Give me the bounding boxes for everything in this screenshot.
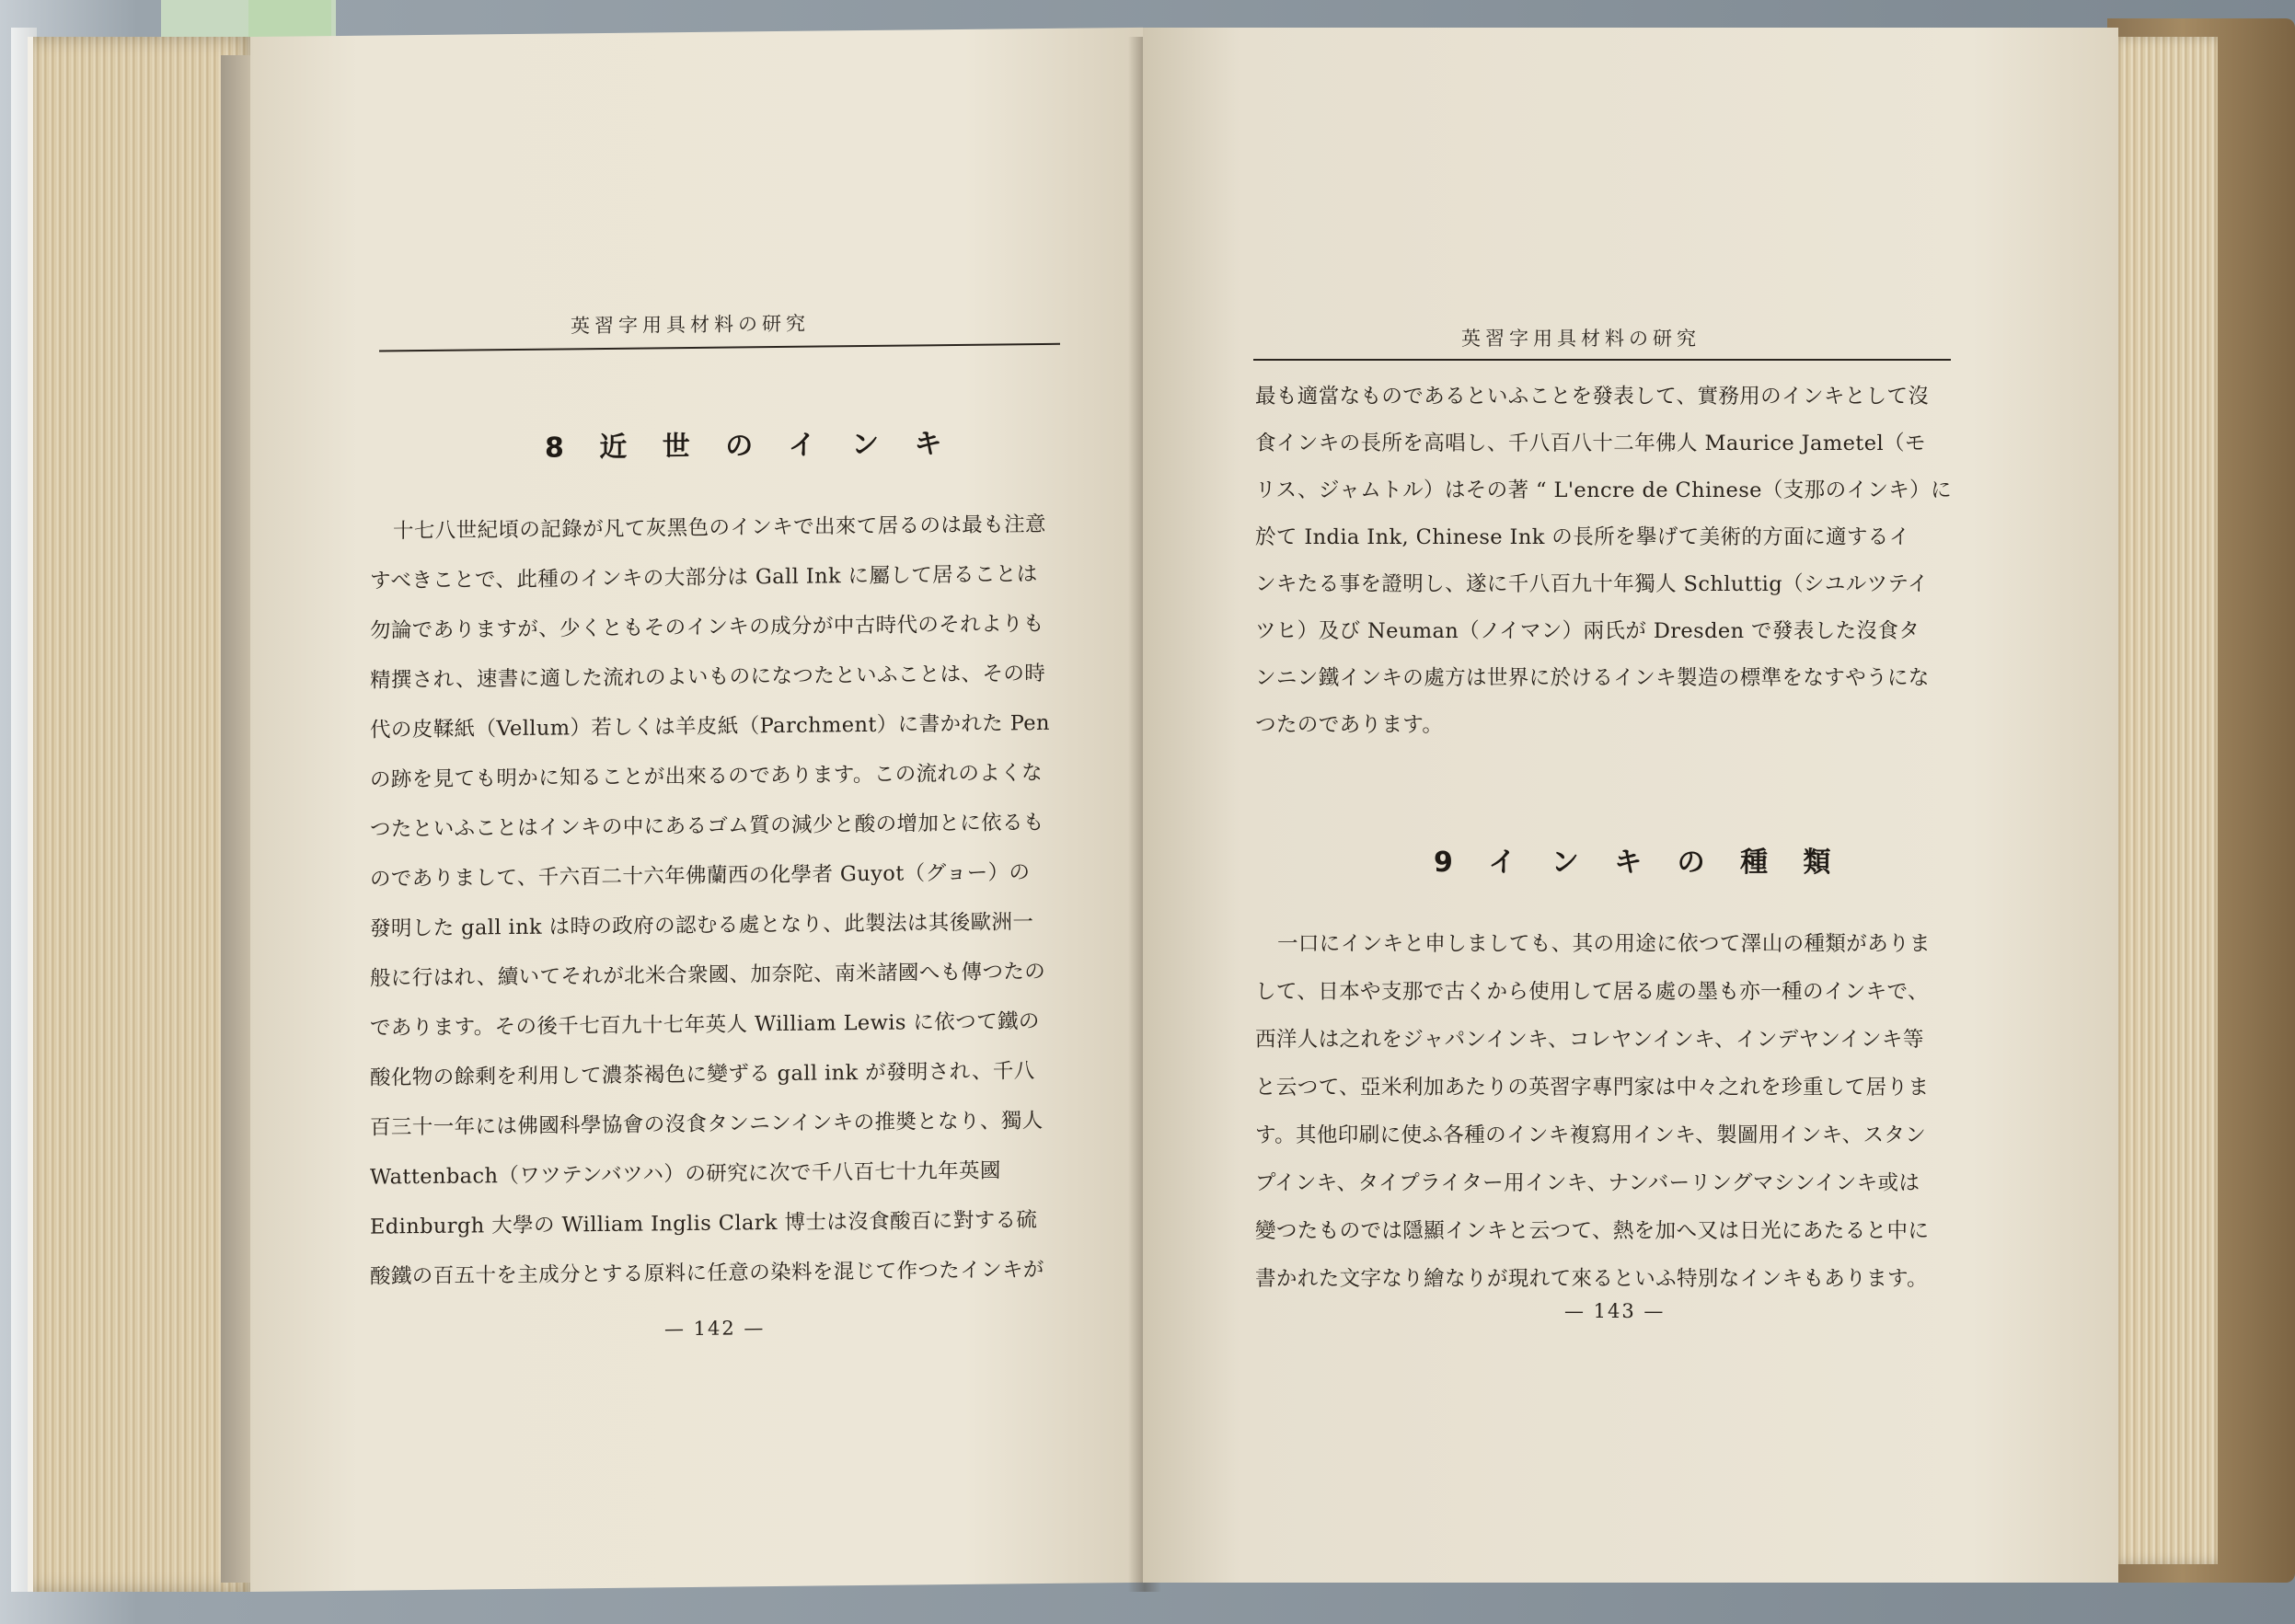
section-title: 8 近 世 の イ ン キ — [545, 427, 955, 465]
text-line: す。其他印刷に使ふ各種のインキ複寫用インキ、製圖用インキ、スタン — [1255, 1123, 1927, 1147]
text-line: 般に行はれ、續いてそれが北米合衆國、加奈陀、南米諸國へも傳つたの — [370, 959, 1046, 991]
text-line: すべきことで、此種のインキの大部分は Gall Ink に屬して居ることは — [370, 562, 1038, 593]
text-line: リス、ジャムトル）はその著 “ L'encre de Chinese（支那のインキ）に — [1255, 478, 1952, 502]
right-page-edges — [2107, 37, 2218, 1564]
text-line: して、日本や支那で古くから使用して居る處の墨も亦一種のインキで、 — [1255, 980, 1929, 1004]
page-number: — 142 — — [664, 1317, 766, 1341]
running-head: 英習字用具材料の研究 — [1461, 328, 1701, 350]
text-line: 最も適當なものであるといふことを發表して、實務用のインキとして沒 — [1255, 385, 1930, 409]
text-line: 發明した gall ink は時の政府の認むる處となり、此製法は其後歐洲一 — [370, 910, 1034, 941]
page-number: — 143 — — [1564, 1300, 1666, 1322]
text-line: 一口にインキと申しましても、其の用途に依つて澤山の種類がありま — [1277, 932, 1931, 956]
left-page — [250, 28, 1143, 1592]
text-line: 十七八世紀頃の記錄が凡て灰黑色のインキで出來て居るのは最も注意 — [393, 512, 1046, 544]
text-line: 代の皮鞣紙（Vellum）若しくは羊皮紙（Parchment）に書かれた Pen — [370, 710, 1050, 743]
text-line: 變つたものでは隱顯インキと云つて、熱を加へ又は日光にあたると中に — [1255, 1219, 1930, 1243]
section-title: 9 イ ン キ の 種 類 — [1434, 847, 1844, 879]
header-rule — [1253, 359, 1951, 361]
text-line: 於て India Ink, Chinese Ink の長所を擧げて美術的方面に適するイ — [1255, 525, 1910, 549]
text-line: と云つて、亞米利加あたりの英習字專門家は中々之れを珍重して居りま — [1255, 1076, 1930, 1100]
text-line: つたといふことはインキの中にあるゴム質の減少と酸の增加とに依るも — [370, 810, 1044, 842]
text-line: ンキたる事を證明し、遂に千八百九十年獨人 Schluttig（シユルツテイ — [1255, 572, 1929, 596]
text-line: の跡を見ても明かに知ることが出來るのであります。この流れのよくな — [370, 760, 1044, 792]
text-line: ンニン鐵インキの處方は世界に於けるインキ製造の標準をなすやうにな — [1255, 666, 1930, 690]
text-line: 精撰され、速書に適した流れのよいものになつたといふことは、その時 — [370, 661, 1046, 693]
text-line: のでありまして、千六百二十六年佛蘭西の化學者 Guyot（グョー）の — [370, 860, 1031, 892]
running-head: 英習字用具材料の研究 — [571, 312, 810, 338]
text-line: 勿論でありますが、少くともそのインキの成分が中古時代のそれよりも — [370, 611, 1044, 643]
text-line: プインキ、タイプライター用インキ、ナンバーリングマシンインキ或は — [1255, 1171, 1920, 1195]
right-page — [1143, 28, 2118, 1583]
text-line: つたのであります。 — [1255, 713, 1444, 737]
text-line: 酸鐵の百五十を主成分とする原料に任意の染料を混じて作つたインキが — [370, 1257, 1044, 1289]
text-line: 西洋人は之れをジャパンインキ、コレヤンインキ、インデヤンインキ等 — [1255, 1028, 1924, 1052]
text-line: であります。その後千七百九十七年英人 William Lewis に依つて鐵の — [370, 1009, 1040, 1041]
text-line: Wattenbach（ワツテンバツハ）の研究に次で千八百七十九年英國 — [370, 1158, 1001, 1190]
text-line: 百三十一年には佛國科學協會の沒食タンニンインキの推奬となり、獨人 — [370, 1108, 1044, 1140]
text-line: Edinburgh 大學の William Inglis Clark 博士は沒食酸百に對する硫 — [370, 1208, 1038, 1239]
header-rule — [379, 343, 1060, 352]
text-line: 酸化物の餘剩を利用して濃茶褐色に變ずる gall ink が發明され、千八 — [370, 1059, 1035, 1090]
text-line: 書かれた文字なり繪なりが現れて來るといふ特別なインキもあります。 — [1255, 1267, 1929, 1291]
text-line: ツヒ）及び Neuman（ノイマン）兩氏が Dresden で發表した沒食タ — [1255, 619, 1920, 643]
text-line: 食インキの長所を高唱し、千八百八十二年佛人 Maurice Jametel（モ — [1255, 432, 1926, 455]
